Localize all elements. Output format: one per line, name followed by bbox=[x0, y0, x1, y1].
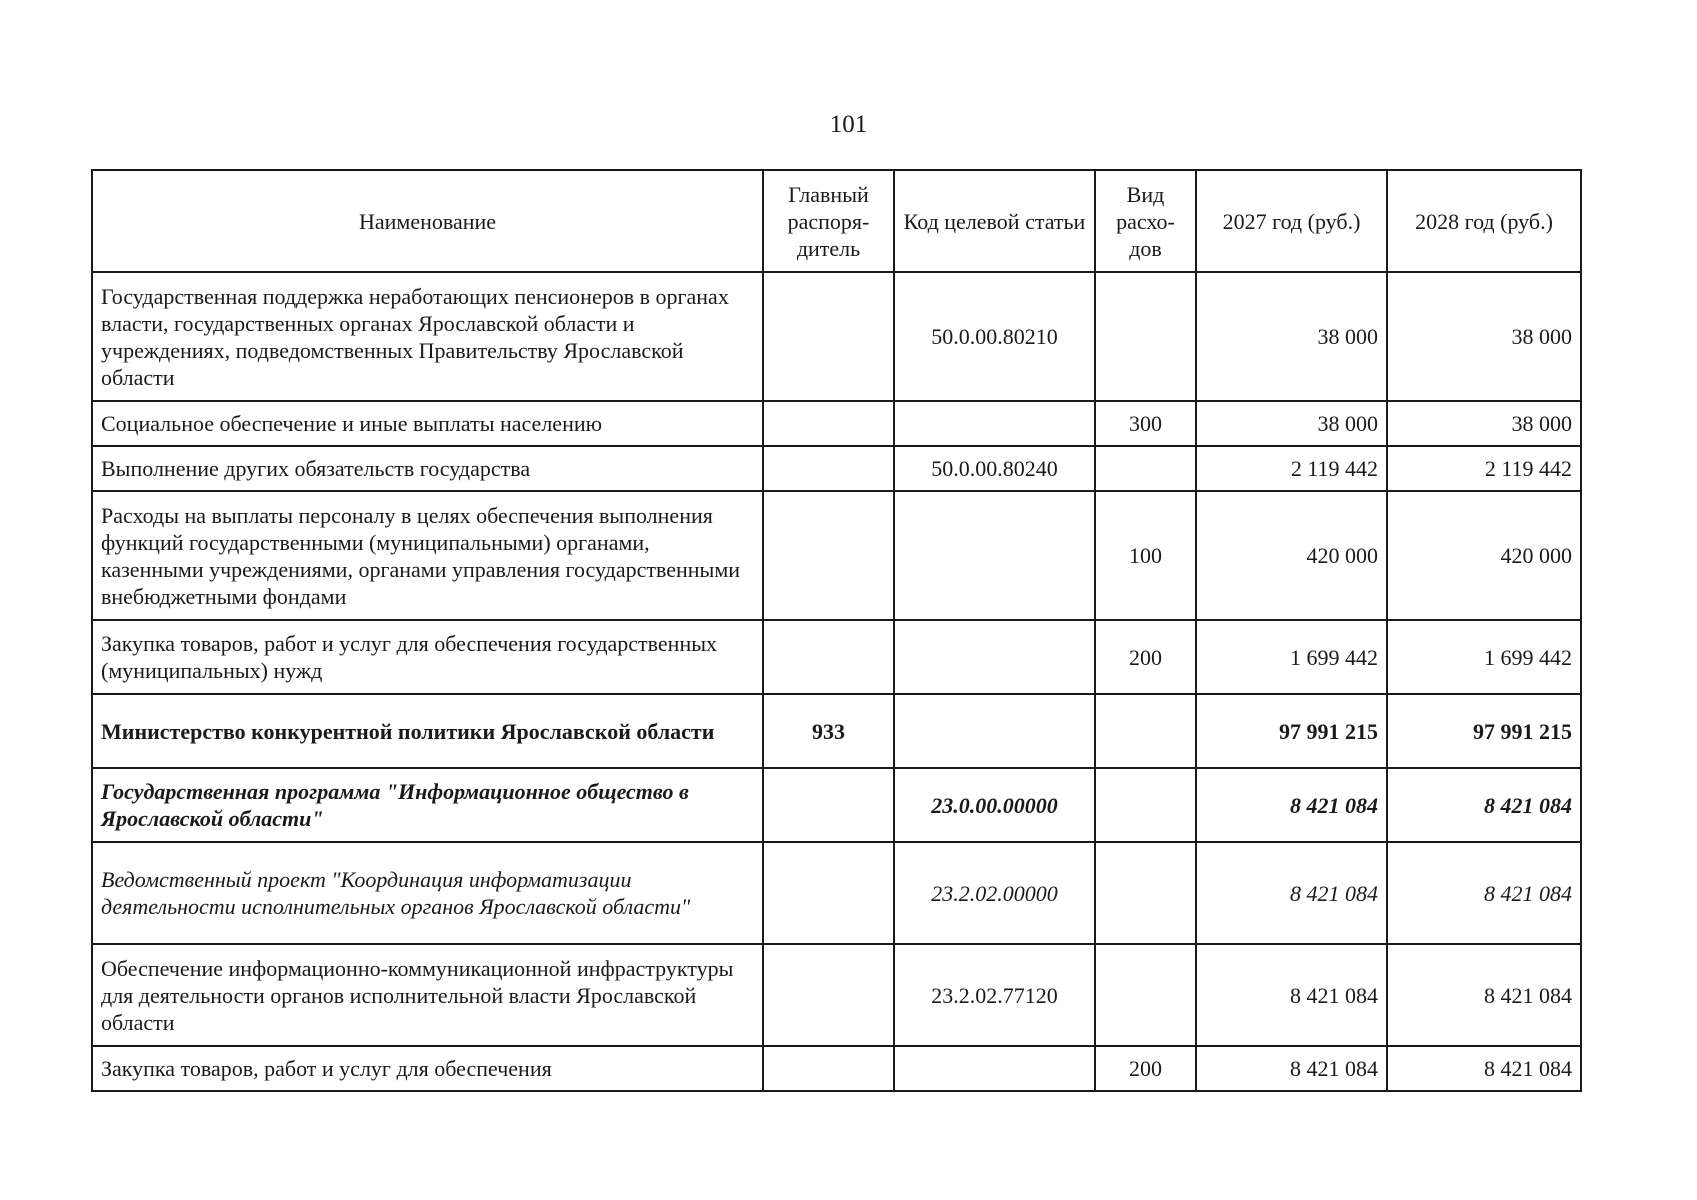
table-row bbox=[92, 446, 1581, 491]
row-code bbox=[894, 620, 1095, 694]
row-2028: 2 119 442 bbox=[1387, 446, 1581, 491]
row-name: Выполнение других обязательств государства bbox=[92, 446, 763, 491]
row-manager bbox=[763, 768, 894, 842]
row-kind bbox=[1095, 842, 1196, 944]
table-row bbox=[92, 272, 1581, 401]
row-2027: 420 000 bbox=[1196, 491, 1387, 620]
row-manager bbox=[763, 842, 894, 944]
header-2028: 2028 год (руб.) bbox=[1387, 170, 1581, 272]
row-kind bbox=[1095, 446, 1196, 491]
row-kind: 300 bbox=[1095, 401, 1196, 446]
row-kind: 200 bbox=[1095, 620, 1196, 694]
table-row bbox=[92, 768, 1581, 842]
budget-table bbox=[91, 169, 1582, 1092]
row-2027: 8 421 084 bbox=[1196, 1046, 1387, 1091]
row-manager bbox=[763, 446, 894, 491]
row-name: Государственная программа "Информационное общество в Ярославской области" bbox=[92, 768, 763, 842]
row-2028: 8 421 084 bbox=[1387, 1046, 1581, 1091]
row-name: Государственная поддержка неработающих пенсионеров в органах власти, государственных органах Ярославской области и учреждениях, подведомственных Правительству Ярославской области bbox=[92, 272, 763, 401]
row-kind: 100 bbox=[1095, 491, 1196, 620]
row-manager bbox=[763, 1046, 894, 1091]
row-kind: 200 bbox=[1095, 1046, 1196, 1091]
row-2027: 97 991 215 bbox=[1196, 694, 1387, 768]
header-2027: 2027 год (руб.) bbox=[1196, 170, 1387, 272]
row-2027: 8 421 084 bbox=[1196, 768, 1387, 842]
row-name: Социальное обеспечение и иные выплаты населению bbox=[92, 401, 763, 446]
header-code: Код целевой статьи bbox=[894, 170, 1095, 272]
row-manager: 933 bbox=[763, 694, 894, 768]
row-2027: 8 421 084 bbox=[1196, 842, 1387, 944]
page-number: 101 bbox=[829, 111, 868, 138]
row-name: Министерство конкурентной политики Ярославской области bbox=[92, 694, 763, 768]
row-manager bbox=[763, 944, 894, 1046]
row-manager bbox=[763, 620, 894, 694]
row-2028: 38 000 bbox=[1387, 272, 1581, 401]
row-name: Закупка товаров, работ и услуг для обеспечения bbox=[92, 1046, 763, 1091]
row-2028: 1 699 442 bbox=[1387, 620, 1581, 694]
row-2028: 8 421 084 bbox=[1387, 768, 1581, 842]
row-name: Ведомственный проект "Координация информатизации деятельности исполнительных органов Ярославской области" bbox=[92, 842, 763, 944]
row-2027: 38 000 bbox=[1196, 272, 1387, 401]
row-2028: 8 421 084 bbox=[1387, 842, 1581, 944]
row-code: 50.0.00.80240 bbox=[894, 446, 1095, 491]
row-code bbox=[894, 1046, 1095, 1091]
row-2028: 8 421 084 bbox=[1387, 944, 1581, 1046]
row-code: 23.2.02.77120 bbox=[894, 944, 1095, 1046]
row-manager bbox=[763, 272, 894, 401]
row-kind bbox=[1095, 694, 1196, 768]
row-2027: 38 000 bbox=[1196, 401, 1387, 446]
row-code: 23.0.00.00000 bbox=[894, 768, 1095, 842]
table-row bbox=[92, 620, 1581, 694]
row-code bbox=[894, 491, 1095, 620]
table-row bbox=[92, 944, 1581, 1046]
row-2027: 2 119 442 bbox=[1196, 446, 1387, 491]
row-name: Обеспечение информационно-коммуникационной инфраструктуры для деятельности органов исполнительной власти Ярославской области bbox=[92, 944, 763, 1046]
table-row bbox=[92, 1046, 1581, 1091]
row-code bbox=[894, 694, 1095, 768]
row-2027: 1 699 442 bbox=[1196, 620, 1387, 694]
table-row bbox=[92, 842, 1581, 944]
row-manager bbox=[763, 491, 894, 620]
row-kind bbox=[1095, 768, 1196, 842]
row-kind bbox=[1095, 272, 1196, 401]
row-2027: 8 421 084 bbox=[1196, 944, 1387, 1046]
header-kind: Вид расхо-дов bbox=[1095, 170, 1196, 272]
row-manager bbox=[763, 401, 894, 446]
table-row bbox=[92, 491, 1581, 620]
table-header-row bbox=[92, 170, 1581, 272]
row-code: 23.2.02.00000 bbox=[894, 842, 1095, 944]
header-name: Наименование bbox=[92, 170, 763, 272]
row-code bbox=[894, 401, 1095, 446]
row-code: 50.0.00.80210 bbox=[894, 272, 1095, 401]
row-name: Расходы на выплаты персоналу в целях обеспечения выполнения функций государственными (муниципальными) органами, казенными учреждениями, органами управления государственными внебюджетными фондами bbox=[92, 491, 763, 620]
header-manager: Главный распоря-дитель bbox=[763, 170, 894, 272]
row-2028: 97 991 215 bbox=[1387, 694, 1581, 768]
row-2028: 420 000 bbox=[1387, 491, 1581, 620]
row-2028: 38 000 bbox=[1387, 401, 1581, 446]
row-kind bbox=[1095, 944, 1196, 1046]
table-row bbox=[92, 694, 1581, 768]
table-row bbox=[92, 401, 1581, 446]
row-name: Закупка товаров, работ и услуг для обеспечения государственных (муниципальных) нужд bbox=[92, 620, 763, 694]
